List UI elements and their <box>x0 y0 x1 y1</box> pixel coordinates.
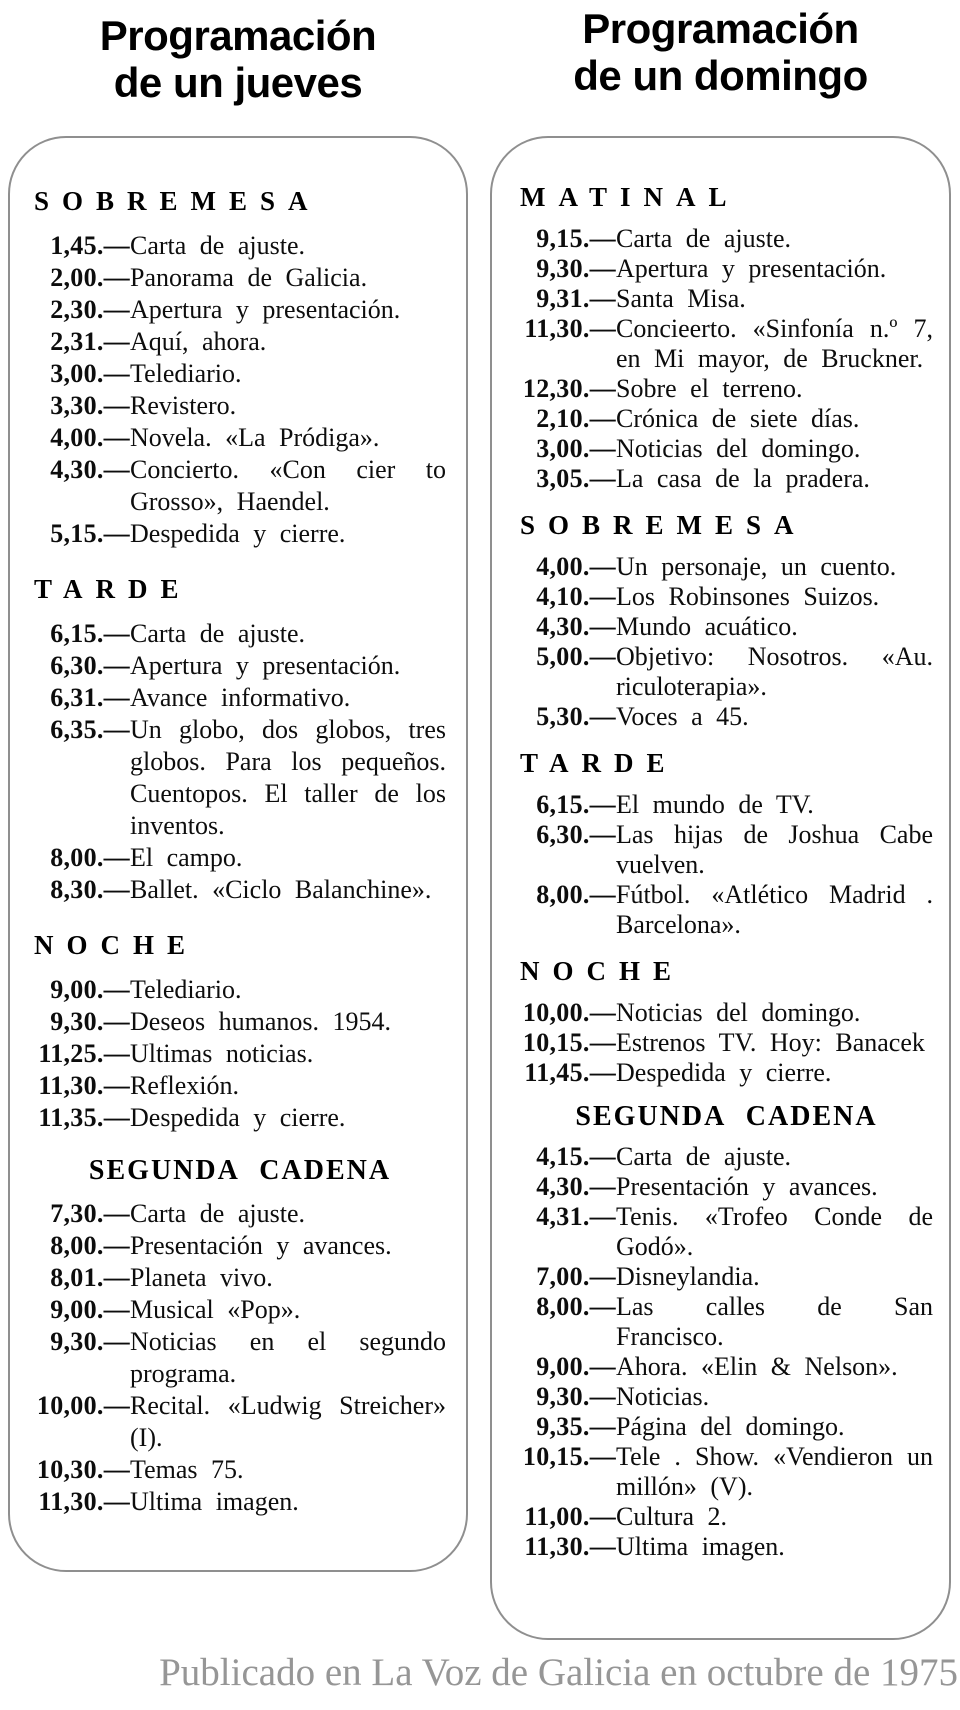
entry-text: Temas 75. <box>130 1455 244 1484</box>
section-header: NOCHE <box>34 930 199 960</box>
schedule-entry <box>34 650 446 682</box>
entry-text: Un globo, dos globos, tres globos. Para los pequeños. Cuentopos. El taller de los inventos. <box>130 715 446 840</box>
entry-text: Noticias del domingo. <box>616 998 861 1027</box>
schedule-column <box>8 0 468 1516</box>
entry-text: Disneylandia. <box>616 1262 760 1291</box>
entry-text: Fútbol. «Atlético Madrid . Barcelona». <box>616 880 933 939</box>
schedule-entry <box>34 1262 446 1294</box>
entry-text: Cultura 2. <box>616 1502 727 1531</box>
schedule-entry <box>520 464 933 494</box>
entry-text: El mundo de TV. <box>616 790 814 819</box>
entry-time: 10,00.— <box>36 1391 130 1420</box>
entry-text: Apertura y presentación. <box>130 651 401 680</box>
entry-time: 9,35.— <box>536 1412 616 1441</box>
section-header: MATINAL <box>520 182 740 212</box>
entry-time: 12,30.— <box>522 374 616 403</box>
entry-text: Ultima imagen. <box>130 1487 299 1516</box>
entry-text: Carta de ajuste. <box>616 224 791 253</box>
entry-text: Noticias en el segundo programa. <box>130 1327 446 1388</box>
schedule-entry <box>520 1442 933 1502</box>
schedule-entry <box>34 1102 446 1134</box>
schedule-entry <box>520 998 933 1028</box>
entry-time: 8,00.— <box>50 1231 130 1260</box>
entry-time: 9,00.— <box>50 1295 130 1324</box>
entry-text: Carta de ajuste. <box>616 1142 791 1171</box>
section-header: SOBREMESA <box>520 510 807 540</box>
entry-text: Sobre el terreno. <box>616 374 803 403</box>
schedule-entry <box>34 1198 446 1230</box>
entry-time: 7,30.— <box>50 1199 130 1228</box>
schedule-entry <box>34 1326 446 1390</box>
entry-time: 6,15.— <box>50 619 130 648</box>
entry-time: 4,30.— <box>50 455 130 484</box>
schedule-entry <box>34 874 446 906</box>
entry-time: 11,35.— <box>38 1103 130 1132</box>
schedule-entry <box>520 582 933 612</box>
entry-time: 2,10.— <box>536 404 616 433</box>
entry-time: 11,30.— <box>38 1071 130 1100</box>
schedule-entry <box>520 1532 933 1562</box>
entry-text: Estrenos TV. Hoy: Banacek <box>616 1028 925 1057</box>
entry-time: 3,05.— <box>536 464 616 493</box>
entry-time: 10,30.— <box>36 1455 130 1484</box>
column-title-line1: Programación <box>99 12 377 59</box>
entry-time: 8,30.— <box>50 875 130 904</box>
schedule-entry <box>520 820 933 880</box>
entry-text: Deseos humanos. 1954. <box>130 1007 391 1036</box>
section-header: SEGUNDA CADENA <box>575 1101 878 1132</box>
entry-time: 11,30.— <box>524 314 616 343</box>
entry-time: 11,45.— <box>524 1058 616 1087</box>
schedule-entry <box>520 434 933 464</box>
entry-text: Mundo acuático. <box>616 612 798 641</box>
entry-text: Voces a 45. <box>616 702 749 731</box>
entry-time: 10,15.— <box>522 1028 616 1057</box>
entry-time: 8,00.— <box>50 843 130 872</box>
entry-text: Ultima imagen. <box>616 1532 785 1561</box>
entry-text: Crónica de siete días. <box>616 404 860 433</box>
schedule-entry <box>520 702 933 732</box>
entry-time: 9,31.— <box>536 284 616 313</box>
entry-time: 9,30.— <box>50 1007 130 1036</box>
entry-text: Presentación y avances. <box>616 1172 878 1201</box>
schedule-entry <box>520 314 933 374</box>
schedule-entry <box>520 254 933 284</box>
schedule-entry <box>520 1352 933 1382</box>
schedule-entry <box>520 1502 933 1532</box>
schedule-entry <box>520 790 933 820</box>
entry-text: La casa de la pradera. <box>616 464 870 493</box>
entry-time: 6,35.— <box>50 715 130 744</box>
section-header: TARDE <box>520 748 678 778</box>
entry-text: Santa Misa. <box>616 284 746 313</box>
entry-time: 5,30.— <box>536 702 616 731</box>
entry-time: 6,31.— <box>50 683 130 712</box>
entry-text: Apertura y presentación. <box>130 295 401 324</box>
entry-text: Concieerto. «Sinfonía n.º 7, en Mi mayor, de Bruckner. <box>616 314 933 373</box>
column-title <box>490 5 951 99</box>
entry-text: Presentación y avances. <box>130 1231 392 1260</box>
schedule-entry <box>520 1292 933 1352</box>
entry-text: Reflexión. <box>130 1071 240 1100</box>
entry-time: 4,30.— <box>536 1172 616 1201</box>
entry-time: 9,00.— <box>50 975 130 1004</box>
column-title-line2: de un jueves <box>113 59 363 106</box>
schedule-entry <box>520 642 933 702</box>
schedule-entry <box>520 612 933 642</box>
entry-time: 8,00.— <box>536 1292 616 1321</box>
entry-text: Página del domingo. <box>616 1412 845 1441</box>
schedule-entry <box>34 1070 446 1102</box>
entry-text: Ahora. «Elin & Nelson». <box>616 1352 898 1381</box>
entry-time: 2,00.— <box>50 263 130 292</box>
schedule-entry <box>34 358 446 390</box>
schedule-entry <box>520 552 933 582</box>
entry-text: Ultimas noticias. <box>130 1039 314 1068</box>
entry-time: 4,30.— <box>536 612 616 641</box>
entry-text: Telediario. <box>130 359 242 388</box>
entry-text: Despedida y cierre. <box>130 519 346 548</box>
entry-text: El campo. <box>130 843 243 872</box>
entry-text: Un personaje, un cuento. <box>616 552 897 581</box>
entry-text: Las calles de San Francisco. <box>616 1292 933 1351</box>
schedule-entry <box>34 326 446 358</box>
entry-text: Recital. «Ludwig Streicher» (I). <box>130 1391 446 1452</box>
entry-time: 6,30.— <box>50 651 130 680</box>
entry-text: Las hijas de Joshua Cabe vuelven. <box>616 820 933 879</box>
entry-text: Despedida y cierre. <box>130 1103 346 1132</box>
entry-text: Planeta vivo. <box>130 1263 273 1292</box>
schedule-entry <box>520 1202 933 1262</box>
entry-time: 4,31.— <box>536 1202 616 1231</box>
entry-time: 8,00.— <box>536 880 616 909</box>
entry-time: 10,15.— <box>522 1442 616 1471</box>
entry-text: Novela. «La Pródiga». <box>130 423 380 452</box>
schedule-entry <box>34 230 446 262</box>
schedule-entry <box>520 1172 933 1202</box>
column-title-line2: de un domingo <box>573 52 868 99</box>
schedule-entry <box>34 294 446 326</box>
schedule-column <box>490 0 951 1561</box>
entry-text: Musical «Pop». <box>130 1295 301 1324</box>
entry-time: 6,30.— <box>536 820 616 849</box>
entry-time: 2,30.— <box>50 295 130 324</box>
schedule-entry <box>34 618 446 650</box>
entry-text: Despedida y cierre. <box>616 1058 832 1087</box>
schedule-entry <box>520 284 933 314</box>
schedule-entry <box>520 1262 933 1292</box>
schedule-entry <box>34 454 446 518</box>
schedule-entry <box>34 1294 446 1326</box>
entry-time: 3,00.— <box>536 434 616 463</box>
entry-time: 11,00.— <box>524 1502 616 1531</box>
entry-time: 9,30.— <box>536 254 616 283</box>
schedule-entry <box>520 374 933 404</box>
entry-time: 4,00.— <box>536 552 616 581</box>
section-header: NOCHE <box>520 956 685 986</box>
entry-time: 11,25.— <box>38 1039 130 1068</box>
schedule-entry <box>520 880 933 940</box>
entry-text: Avance informativo. <box>130 683 351 712</box>
entry-time: 2,31.— <box>50 327 130 356</box>
schedule-entry <box>520 1058 933 1088</box>
section-header: SOBREMESA <box>34 186 321 216</box>
schedule-entry <box>520 1412 933 1442</box>
entry-time: 8,01.— <box>50 1263 130 1292</box>
schedule-entry <box>34 390 446 422</box>
schedule-entry <box>520 1382 933 1412</box>
schedule-entry <box>34 842 446 874</box>
entry-time: 3,00.— <box>50 359 130 388</box>
entry-time: 3,30.— <box>50 391 130 420</box>
entry-time: 9,00.— <box>536 1352 616 1381</box>
entry-time: 11,30.— <box>38 1487 130 1516</box>
schedule-panel <box>8 136 468 1572</box>
schedule-entry <box>34 262 446 294</box>
schedule-entry <box>520 1142 933 1172</box>
entry-time: 6,15.— <box>536 790 616 819</box>
entry-text: Concierto. «Con cier to Grosso», Haendel. <box>130 455 446 516</box>
entry-text: Tenis. «Trofeo Conde de Godó». <box>616 1202 933 1261</box>
schedule-entry <box>34 1486 446 1518</box>
entry-time: 7,00.— <box>536 1262 616 1291</box>
entry-time: 4,00.— <box>50 423 130 452</box>
schedule-entry <box>520 224 933 254</box>
entry-time: 5,15.— <box>50 519 130 548</box>
entry-text: Carta de ajuste. <box>130 1199 305 1228</box>
attribution-footer: Publicado en La Voz de Galicia en octubre de 1975 <box>159 1651 958 1694</box>
column-title-line1: Programación <box>582 5 859 52</box>
entry-time: 4,10.— <box>536 582 616 611</box>
section-header: TARDE <box>34 574 192 604</box>
entry-text: Panorama de Galicia. <box>130 263 368 292</box>
schedule-entry <box>34 1006 446 1038</box>
entry-text: Los Robinsones Suizos. <box>616 582 880 611</box>
schedule-entry <box>34 1230 446 1262</box>
entry-time: 11,30.— <box>524 1532 616 1561</box>
entry-time: 5,00.— <box>536 642 616 671</box>
entry-time: 1,45.— <box>50 231 130 260</box>
schedule-entry <box>34 682 446 714</box>
entry-time: 9,30.— <box>536 1382 616 1411</box>
schedule-entry <box>34 714 446 842</box>
entry-time: 9,30.— <box>50 1327 130 1356</box>
schedule-entry <box>34 1038 446 1070</box>
schedule-entry <box>34 974 446 1006</box>
entry-time: 4,15.— <box>536 1142 616 1171</box>
schedule-entry <box>34 1390 446 1454</box>
entry-text: Ballet. «Ciclo Balanchine». <box>130 875 432 904</box>
entry-text: Noticias. <box>616 1382 710 1411</box>
entry-text: Carta de ajuste. <box>130 231 305 260</box>
schedule-entry <box>520 404 933 434</box>
entry-text: Tele . Show. «Vendieron un millón» (V). <box>616 1442 933 1501</box>
schedule-entry <box>520 1028 933 1058</box>
schedule-entry <box>34 518 446 550</box>
entry-text: Telediario. <box>130 975 242 1004</box>
entry-text: Objetivo: Nosotros. «Au. riculoterapia». <box>616 642 933 701</box>
entry-text: Carta de ajuste. <box>130 619 305 648</box>
schedule-entry <box>34 1454 446 1486</box>
entry-text: Apertura y presentación. <box>616 254 887 283</box>
schedule-panel <box>490 136 951 1640</box>
entry-text: Revistero. <box>130 391 237 420</box>
entry-text: Aquí, ahora. <box>130 327 267 356</box>
entry-text: Noticias del domingo. <box>616 434 861 463</box>
entry-time: 10,00.— <box>522 998 616 1027</box>
entry-time: 9,15.— <box>536 224 616 253</box>
section-header: SEGUNDA CADENA <box>88 1155 392 1186</box>
schedule-entry <box>34 422 446 454</box>
column-title <box>8 12 468 106</box>
